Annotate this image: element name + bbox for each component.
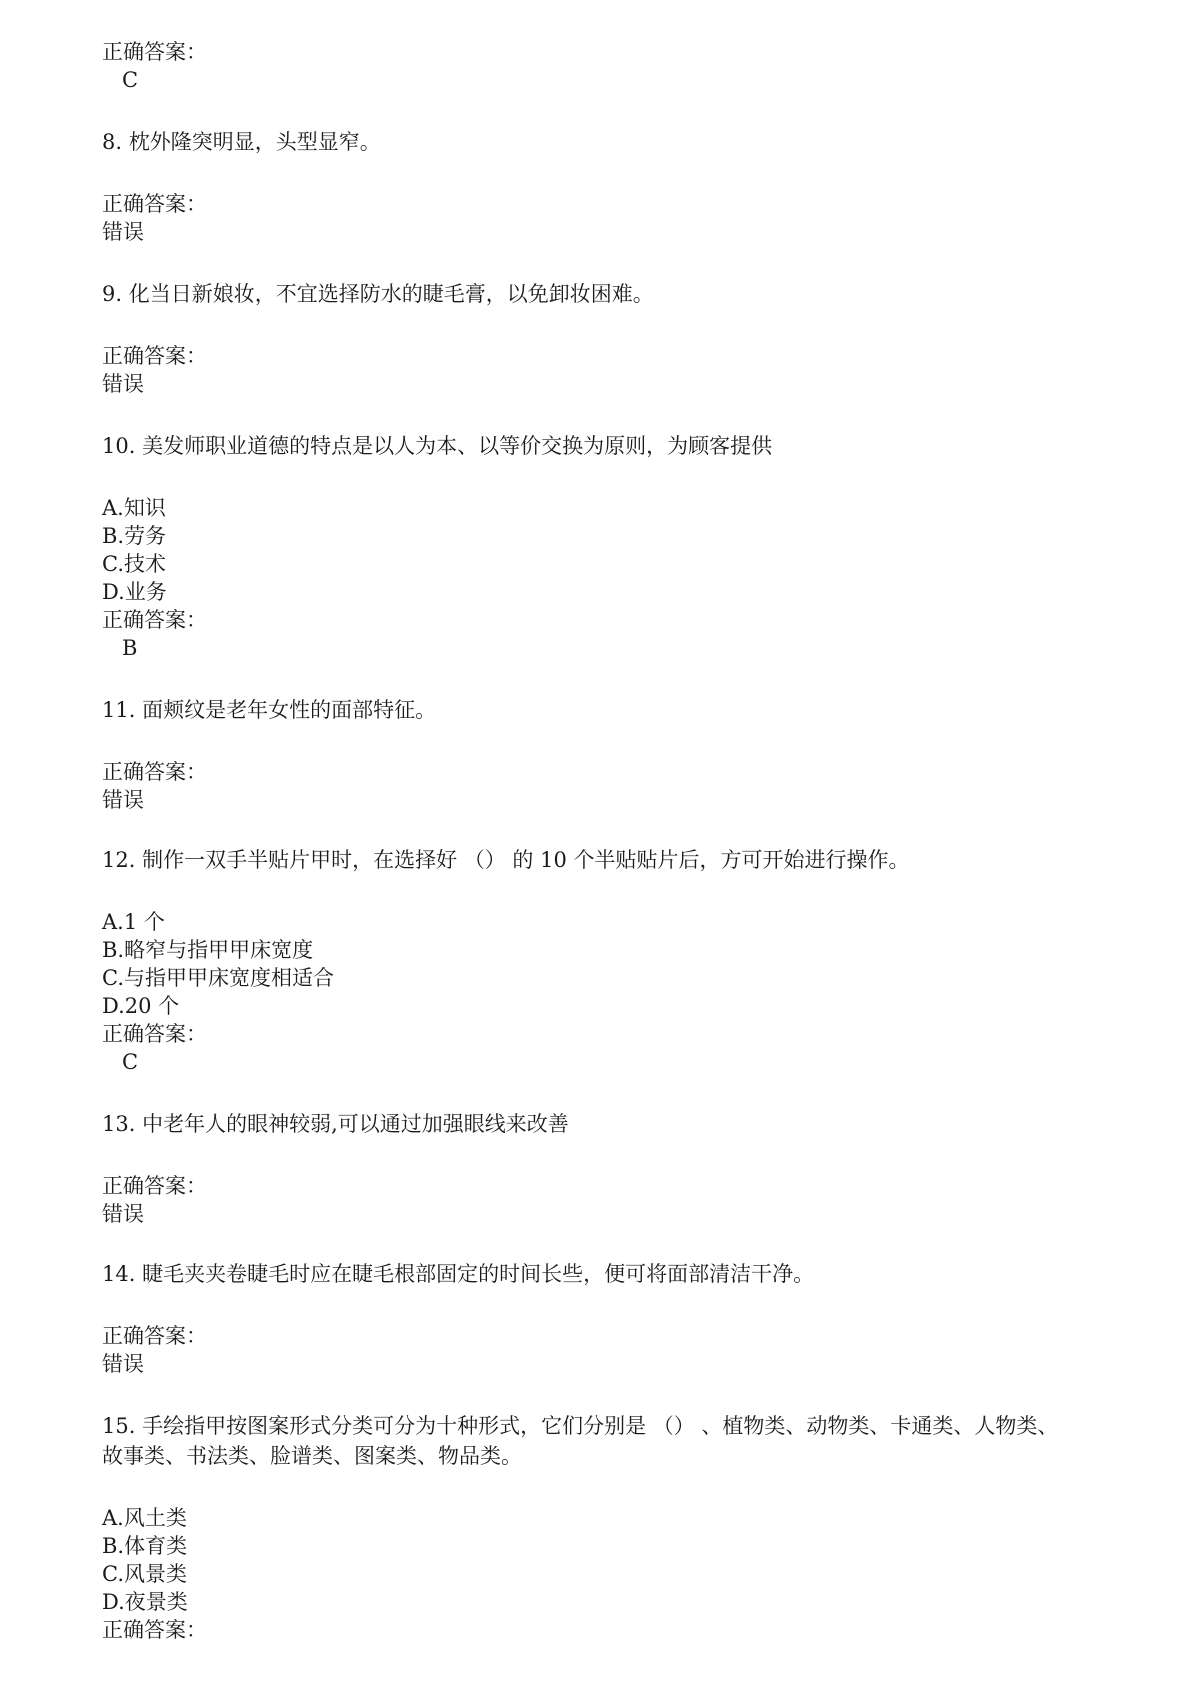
- option-a: A.1 个: [102, 910, 165, 934]
- answer-label: 正确答案：: [102, 1174, 207, 1198]
- option-a: A.风土类: [102, 1506, 187, 1530]
- question-12-text: 12. 制作一双手半贴片甲时，在选择好 （） 的 10 个半贴贴片后，方可开始进行操作。: [102, 848, 910, 872]
- question-11-text: 11. 面颊纹是老年女性的面部特征。: [102, 698, 437, 722]
- answer-label: 正确答案：: [102, 344, 207, 368]
- question-14-text: 14. 睫毛夹夹卷睫毛时应在睫毛根部固定的时间长些，便可将面部清洁干净。: [102, 1262, 815, 1286]
- question-15-text: 15. 手绘指甲按图案形式分类可分为十种形式，它们分别是 （） 、植物类、动物类、卡通类、人物类、: [102, 1414, 1059, 1438]
- answer-label: 正确答案：: [102, 1618, 207, 1642]
- answer-value: 错误: [102, 220, 144, 244]
- answer-label: 正确答案：: [102, 1324, 207, 1348]
- answer-label: 正确答案：: [102, 760, 207, 784]
- question-8-text: 8. 枕外隆突明显，头型显窄。: [102, 130, 381, 154]
- question-10-text: 10. 美发师职业道德的特点是以人为本、以等价交换为原则，为顾客提供: [102, 434, 773, 458]
- question-9-text: 9. 化当日新娘妆，不宜选择防水的睫毛膏，以免卸妆困难。: [102, 282, 654, 306]
- question-13-text: 13. 中老年人的眼神较弱,可以通过加强眼线来改善: [102, 1112, 569, 1136]
- option-b: B.略窄与指甲甲床宽度: [102, 938, 314, 962]
- option-d: D.业务: [102, 580, 167, 604]
- option-b: B.劳务: [102, 524, 167, 548]
- answer-label: 正确答案：: [102, 1022, 207, 1046]
- answer-label: 正确答案：: [102, 40, 207, 64]
- question-15-text-continued: 故事类、书法类、脸谱类、图案类、物品类。: [102, 1444, 522, 1468]
- answer-value: C: [122, 68, 139, 92]
- option-d: D.20 个: [102, 994, 180, 1018]
- option-c: C.风景类: [102, 1562, 187, 1586]
- answer-value: 错误: [102, 788, 144, 812]
- option-a: A.知识: [102, 496, 166, 520]
- option-c: C.技术: [102, 552, 166, 576]
- option-d: D.夜景类: [102, 1590, 188, 1614]
- answer-label: 正确答案：: [102, 192, 207, 216]
- answer-value: 错误: [102, 372, 144, 396]
- answer-label: 正确答案：: [102, 608, 207, 632]
- answer-value: C: [122, 1050, 139, 1074]
- option-c: C.与指甲甲床宽度相适合: [102, 966, 334, 990]
- answer-value: 错误: [102, 1352, 144, 1376]
- option-b: B.体育类: [102, 1534, 188, 1558]
- answer-value: B: [122, 636, 138, 660]
- answer-value: 错误: [102, 1202, 144, 1226]
